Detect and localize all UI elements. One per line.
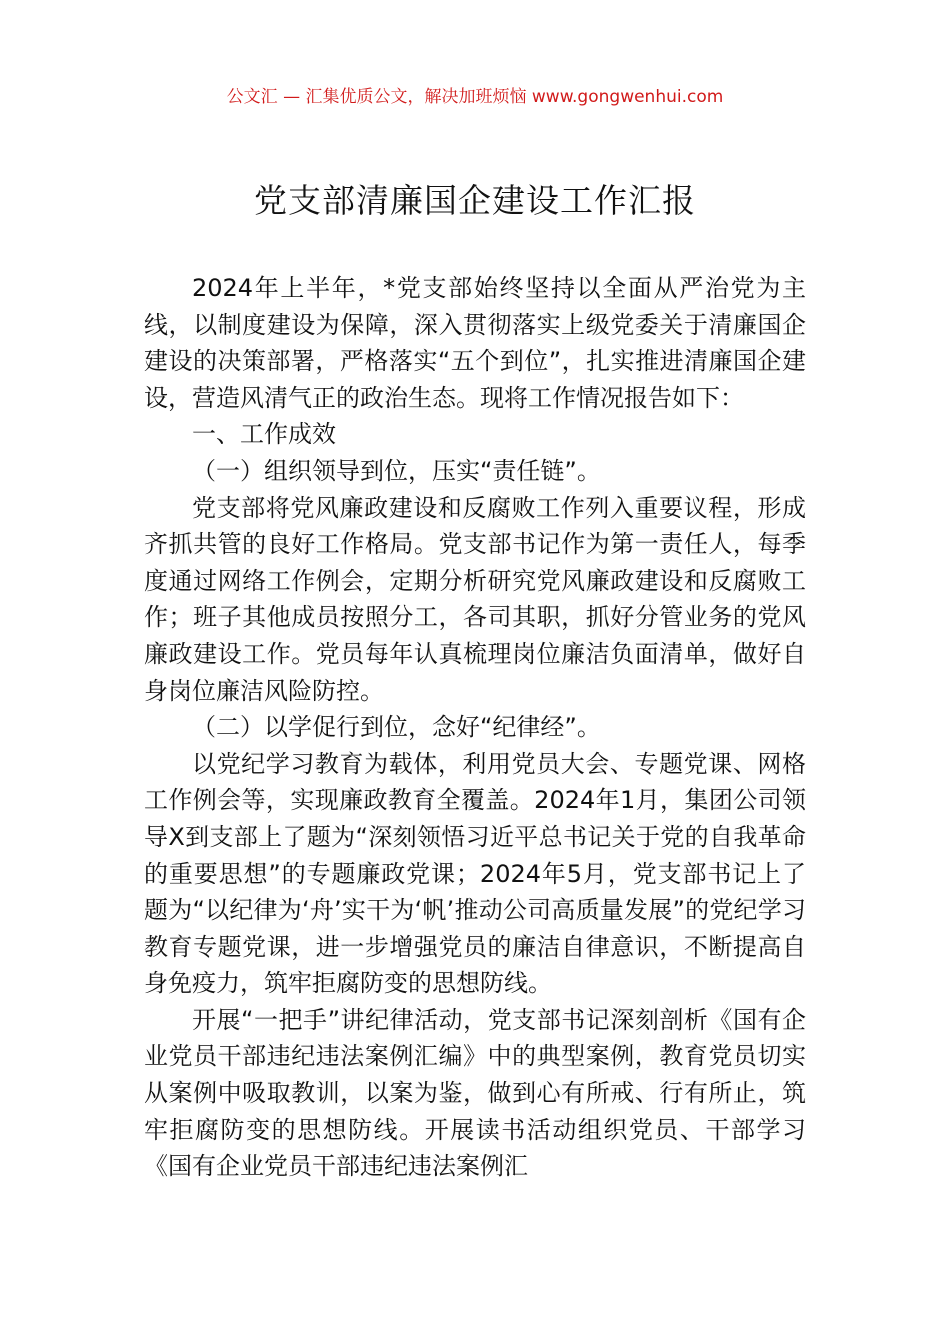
intro-paragraph: 2024年上半年，*党支部始终坚持以全面从严治党为主线，以制度建设为保障，深入贯彻落实上级党委关于清廉国企建设的决策部署，严格落实“五个到位”，扎实推进清廉国企建设，营造风清气正的政治生态。现将工作情况报告如下： <box>144 274 806 412</box>
document-body <box>144 270 806 1185</box>
body-paragraph: 以党纪学习教育为载体，利用党员大会、专题党课、网格工作例会等，实现廉政教育全覆盖。2024年1月，集团公司领导X到支部上了题为“深刻领悟习近平总书记关于党的自我革命的重要思想”的专题廉政党课；2024年5月，党支部书记上了题为“以纪律为‘舟’实干为‘帆’推动公司高质量发展”的党纪学习教育专题党课，进一步增强党员的廉洁自律意识，不断提高自身免疫力，筑牢拒腐防变的思想防线。 <box>144 749 806 998</box>
section-heading: 一、工作成效 <box>192 420 336 449</box>
header-banner[interactable]: 公文汇 — 汇集优质公文，解决加班烦恼 www.gongwenhui.com <box>226 87 724 107</box>
body-paragraph: 党支部将党风廉政建设和反腐败工作列入重要议程，形成齐抓共管的良好工作格局。党支部书记作为第一责任人，每季度通过网络工作例会，定期分析研究党风廉政建设和反腐败工作；班子其他成员按照分工，各司其职，抓好分管业务的党风廉政建设工作。党员每年认真梳理岗位廉洁负面清单，做好自身岗位廉洁风险防控。 <box>144 493 806 705</box>
body-paragraph: 开展“一把手”讲纪律活动，党支部书记深刻剖析《国有企业党员干部违纪违法案例汇编》中的典型案例，教育党员切实从案例中吸取教训，以案为鉴，做到心有所戒、行有所止，筑牢拒腐防变的思想防线。开展读书活动组织党员、干部学习《国有企业党员干部违纪违法案例汇 <box>144 1005 806 1181</box>
subsection-heading: （一）组织领导到位，压实“责任链”。 <box>192 456 601 485</box>
document-title: 党支部清廉国企建设工作汇报 <box>254 181 696 220</box>
subsection-heading: （二）以学促行到位，念好“纪律经”。 <box>192 713 601 742</box>
